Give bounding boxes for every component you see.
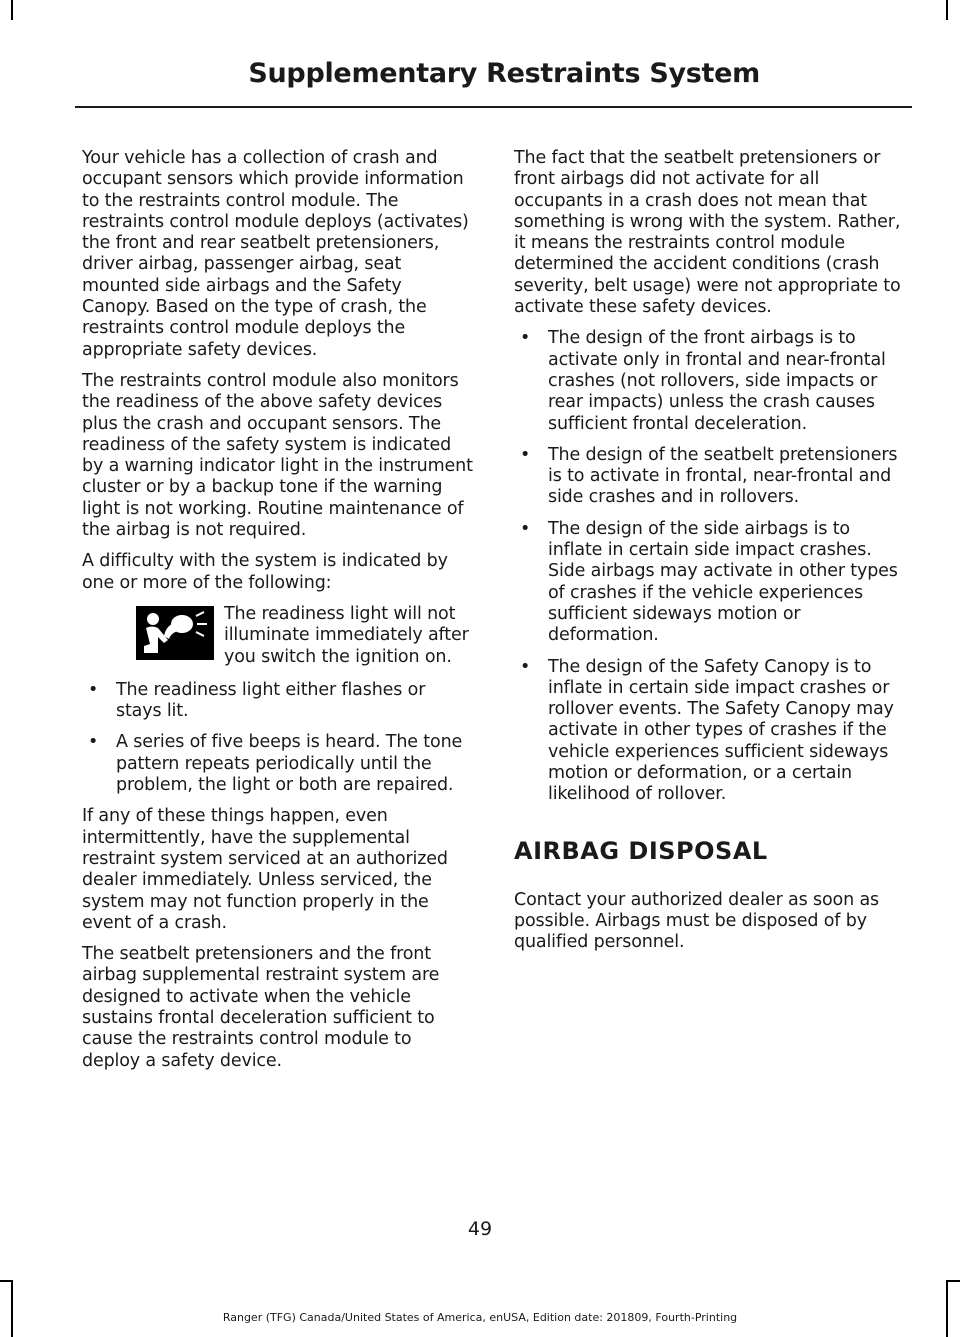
paragraph: The fact that the seatbelt pretensioners or front airbags did not activate for all occupants in a crash does not mean that something is wrong with the system. Rather, it means the restraints control module determined the accident conditions (crash severity, belt usage) were not appropriate to activate these safety devices. [514,148,901,318]
crop-mark-bottom-left-v [11,1280,13,1337]
paragraph: If any of these things happen, even intermittently, have the supplemental restraint system serviced at an authorized dealer immediately. Unless serviced, the system may not function properly in the event of a crash. [82,806,448,933]
readiness-light-block [82,604,474,668]
list-item [514,657,908,806]
bullet: • [520,656,531,677]
bullet: • [520,444,531,465]
crop-mark-bottom-right-h [946,1280,960,1282]
bullet: • [520,518,531,539]
list-item [82,680,474,723]
paragraph: The restraints control module also monitors the readiness of the above safety devices plus the crash and occupant sensors. The readiness of the safety system is indicated by a warning indicator light in the instrument cluster or by a backup tone if the warning light is not working. Routine maintenance of the airbag is not required. [82,370,473,541]
section-heading: AIRBAG DISPOSAL [514,836,768,865]
header-divider [75,106,912,108]
list-item [82,732,474,796]
list-item-text: A series of five beeps is heard. The tone pattern repeats periodically until the problem, the light or both are repaired. [116,732,463,796]
footer-edition: Ranger (TFG) Canada/United States of America, enUSA, Edition date: 201809, Fourth-Printing [222,1311,738,1324]
readiness-light-text: The readiness light will not illuminate immediately after you switch the ignition on. [224,603,469,667]
indicator-list [82,680,474,796]
design-list [514,328,908,805]
list-item-text: The design of the front airbags is to activate only in frontal and near-frontal crashes (not rollovers, side impacts or rear impacts) unless the crash causes sufficient frontal deceleration. [548,328,886,434]
bullet: • [88,679,99,700]
list-item [514,445,908,509]
list-item-text: The design of the Safety Canopy is to inflate in certain side impact crashes or rollover events. The Safety Canopy may activate in other types of crashes if the vehicle experiences sufficient sideways motion or deformation, or a certain likelihood of rollover. [548,656,894,805]
airbag-warning-icon [136,606,214,660]
crop-mark-top-right [946,0,948,20]
bullet: • [88,732,99,753]
bullet: • [520,328,531,349]
list-item-text: The design of the seatbelt pretensioners is to activate in frontal, near-frontal and side crashes and in rollovers. [548,444,898,508]
paragraph: Contact your authorized dealer as soon as possible. Airbags must be disposed of by qualified personnel. [514,889,879,953]
paragraph: Your vehicle has a collection of crash and occupant sensors which provide information to the restraints control module. The restraints control module deploys (activates) the front and rear seatbelt pretensioners, driver airbag, passenger airbag, seat mounted side airbags and the Safety Canopy. Based on the type of crash, the restraints control module deploys the appropriate safety devices. [82,148,469,360]
paragraph: A difficulty with the system is indicated by one or more of the following: [82,551,448,593]
left-column [82,148,474,1082]
list-item-text: The design of the side airbags is to inflate in certain side impact crashes. Side airbags may activate in other types of crashes if the vehicle experiences sufficient sideways motion or deformation. [548,518,898,646]
list-item [514,519,908,647]
page-title: Supplementary Restraints System [248,58,760,89]
crop-mark-bottom-left-h [0,1280,13,1282]
crop-mark-bottom-right-v [946,1280,948,1337]
right-column [514,148,908,964]
page-number: 49 [467,1218,493,1240]
list-item-text: The readiness light either flashes or stays lit. [116,679,426,722]
paragraph: The seatbelt pretensioners and the front airbag supplemental restraint system are designed to activate when the vehicle sustains frontal deceleration sufficient to cause the restraints control module to deploy a safety device. [82,944,440,1071]
list-item [514,328,908,434]
crop-mark-top-left [11,0,13,20]
